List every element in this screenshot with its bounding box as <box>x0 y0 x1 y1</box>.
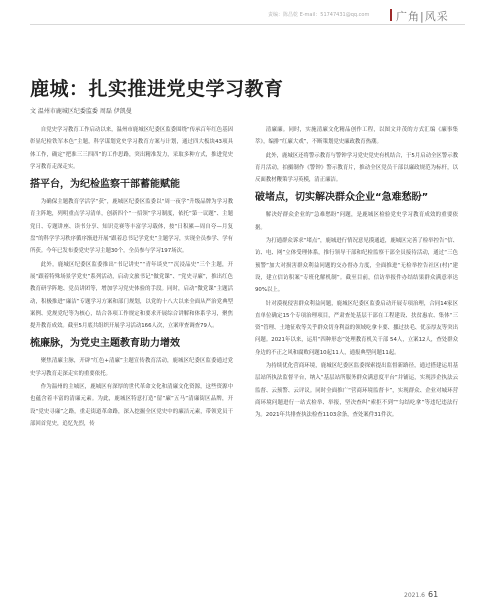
editor-credit: 责编：陈昌乾 E-mail：51747431@qq.com <box>268 12 370 18</box>
body-paragraph: 为确保主题教育学活学“获”，鹿城区纪委区监委以“周一夜学”升级品牌为学习教育主阵地，列明重点学习清单，创新四个“一招领”学习制度，依托“第一议题”、主题党日、专题讲座、读书分享、知识竞赛等丰富学习载体，按“日积累—周自夸—月复盘”的科学学习秩序循序渐进开展“跟着总书记学党史”主题学习，实现全员参学、学有所获。今年已发布委党史学习主题30个，全员参与学习197场次。 <box>30 199 233 255</box>
section-heading: 梳廉脉，为党史主题教育助力增效 <box>30 338 180 350</box>
article-byline: 文 温州市鹿城区纪委监委 周磊 伊凯曼 <box>30 108 132 115</box>
page-number: 61 <box>428 590 439 599</box>
section-name: 广角|风采 <box>396 10 449 23</box>
body-paragraph: 解决好群众企业的“急难愁盼”问题，是鹿城区检验党史学习教育成效的重要依据。 <box>255 212 458 231</box>
article-title: 鹿城：扎实推进党史学习教育 <box>30 78 284 100</box>
issue-date: 2021.6 <box>404 592 425 599</box>
section-heading: 搭平台，为纪检监察干部蓄能赋能 <box>30 179 180 191</box>
body-paragraph: 自党史学习教育工作启动以来，温州市鹿城区纪委区监委围绕“传承百年红色基因 彰显纪检铁军本色”主题，科学谋划党史学习教育方案与计划，通过四大板块43项具体工作，确定“把准三三四四”的工作思路，突出精准发力，采取多种方式，推进党史学习教育走深走实。 <box>30 127 233 170</box>
article-column-left <box>30 124 233 431</box>
body-paragraph: 作为温州的主城区，鹿城区有深厚的世代革命文化和清廉文化资源，这些资源中也蕴含着丰富的清廉元素。为此，鹿城区特意打造“留”廉”五马”清廉街区品牌，开设“党史寻廉”之路，重走街道革命路，深入挖掘全区党史中的廉洁元素，带领党员干部回首党史，追忆先烈，传 <box>30 384 233 427</box>
section-marker <box>390 9 392 21</box>
body-paragraph: 此外，鹿城区还将警示教育与警钟学习党史党史有机结合，于5月启动全区警示教育月活动，拍摄制作《警钟》警示教育片，推动全区党员干部以廉政规范为标杆，以反面教材鞭策学习英模，清正廉洁。 <box>255 152 458 184</box>
section-heading: 破堵点，切实解决群众企业“急难愁盼” <box>255 192 429 204</box>
page-header <box>0 0 480 26</box>
body-paragraph: 针对漠视侵害群众利益问题，鹿城区纪委区监委启动开展专项治理，合同14家区直单位确定15个专项治理项目，严肃查处基层干部在工程建设、扶贫惠农、集体“三资”管理、土地征收等关乎群众切身利益的领域吃拿卡要、挪过扶毛、优亲厚友等突出问题。2021年以来，运用“四种形态”处理教育机关干部 54人，立案12人，查处群众身边的不正之风和腐败问题10起11人，通报典型问题11起。 <box>255 300 458 356</box>
body-paragraph: 聚焦清廉主脉，开辟“红色+清廉”主题宣传教育活动，鹿城区纪委区监委通过党史学习教育走深走实的重要依托。 <box>30 358 233 377</box>
body-paragraph: 为持续优化营商环境，鹿城区纪委区监委探索提出监督新路径，通过搭建运用基层站所执法监督平台，纳入“基层站所服务群众满意度平台”并铺运，实现涉企执法云监督、云预警、云评议。同时全面推广“营商环境监督卡”，实现群众、企业对城环营商环境问题进行一站式检举、举报，坚决查纠“索拒不到”“勾结吃拿”等违纪违法行为。2021年共排查执法检查1103余条，查处案件31件次。 <box>255 363 458 419</box>
body-paragraph: 此外，鹿城区纪委区监委推出“书记讲史”“青年谈史”“沉浸品史”三个主题，开展“跟着特殊场景学党史”系列活动，启动文旅书记“做党课”、“党史寻廉”，推出红色教育研学阵地、党员讲团等，增加学习党史体验的手段。同时，启动“微党课”主题活动，积极推进“廉洁”专题学习方案和部门规划，以党的十八大以来全面从严治党典型案例、党规党纪等为核心，结合各项工作规定和要求开展综合讲解和体系学习，聚焦提升教育成效。截至5月底共组织开展学习活动166人次，立案审查调查79人。 <box>30 261 233 330</box>
article-column-right <box>255 124 458 423</box>
body-paragraph: 清廉廉。同时，实施清廉文化精品创作工程，以图文并茂的方式汇编《廉事集萃》，编排“红廉大戏”，不断策划党史廉政教育热潮。 <box>255 127 458 146</box>
header-divider <box>30 24 465 25</box>
page-footer <box>404 590 438 599</box>
body-paragraph: 为打通群众诉求“堵点”，鹿城进行情况意见摸通道，鹿城区完善了检举控告“信、访、电、网”立体受理体系，推行领导干部和纪检监察干部全员接待活动，通过“三色预警”加大对损害群众利益问题的交办督办力度，全面推进“无检举控告社区(村)”建设，建立信访积案“专班化解机制”。截至目前，信访举报件办结结果群众满意率达90%以上。 <box>255 238 458 294</box>
